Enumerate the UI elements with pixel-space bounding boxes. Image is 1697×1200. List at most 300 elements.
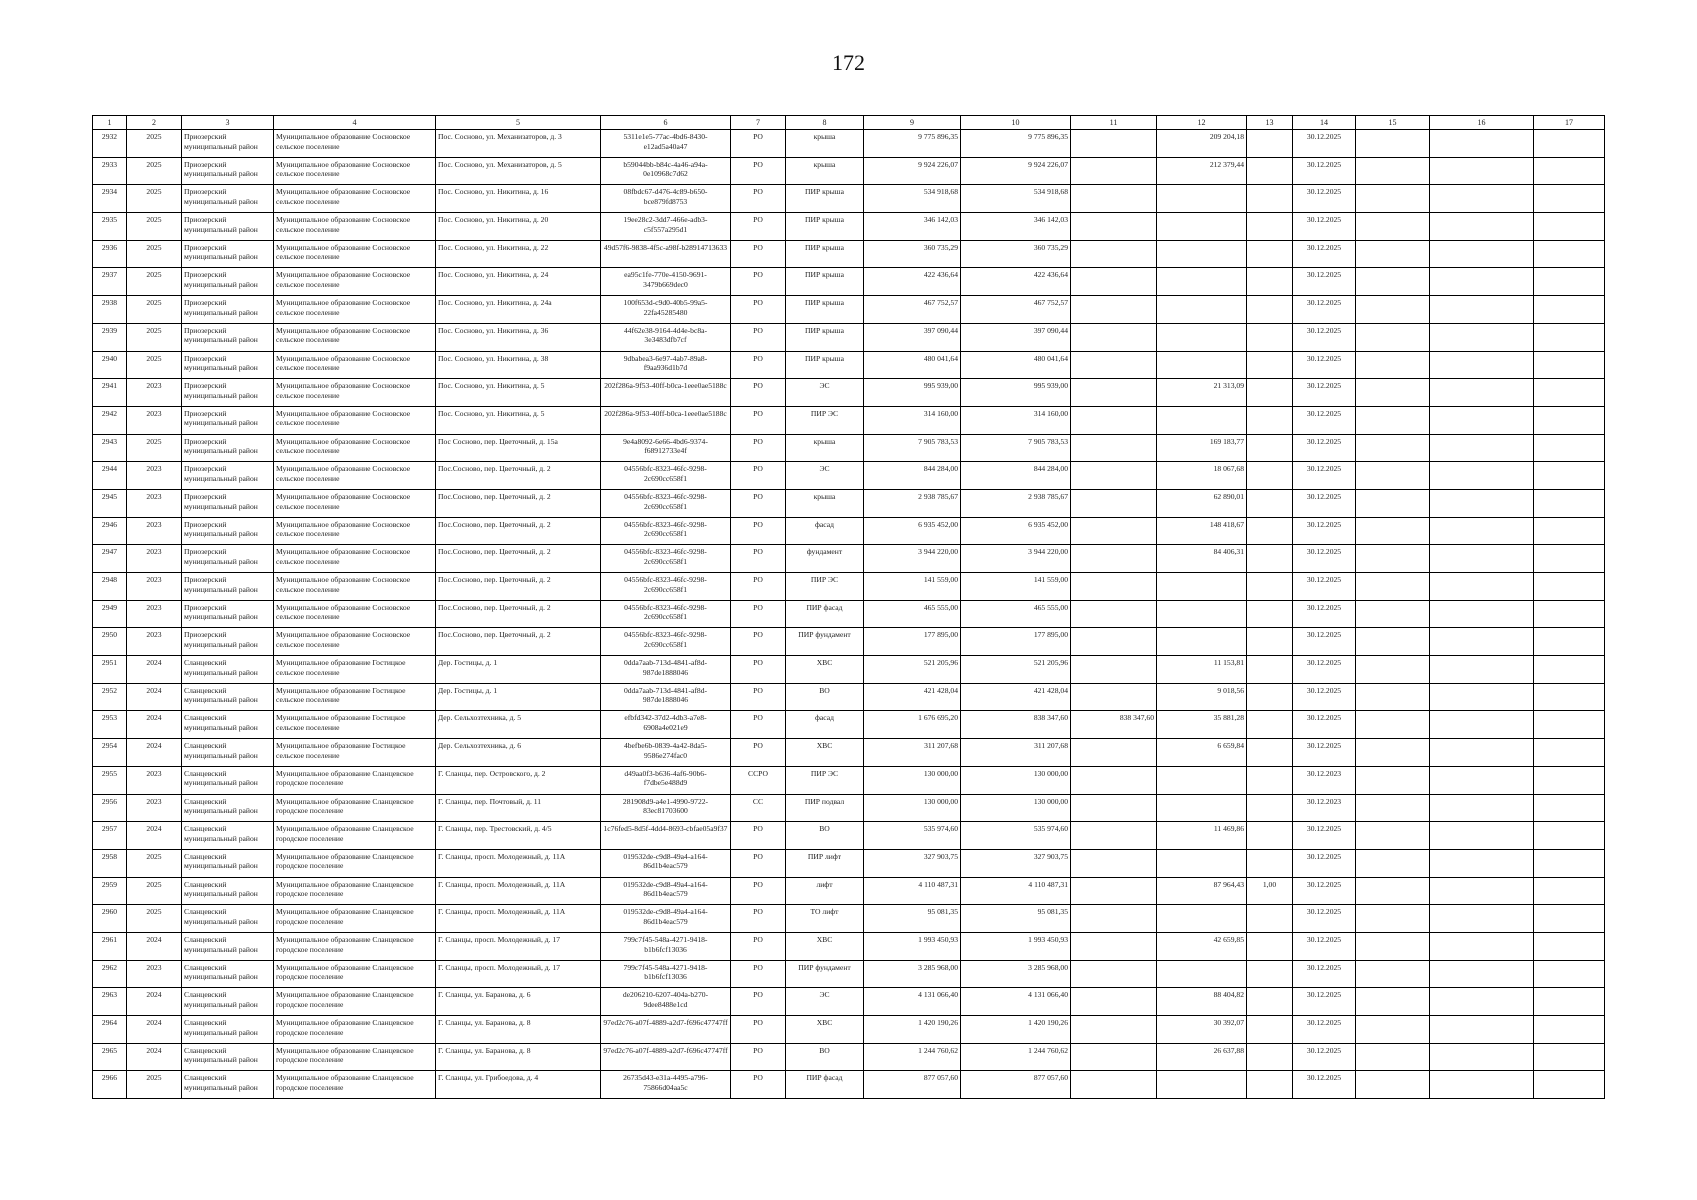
table-cell-col-1: 2940 bbox=[93, 351, 127, 379]
table-cell-col-5: Пос.Сосново, пер. Цветочный, д. 2 bbox=[436, 573, 601, 601]
column-header-3: 3 bbox=[182, 116, 274, 130]
table-cell-col-6: 9e4a8092-6e66-4bd6-9374-f68912733e4f bbox=[601, 434, 731, 462]
table-cell-col-10: 4 131 066,40 bbox=[961, 988, 1071, 1016]
page-number: 172 bbox=[832, 50, 865, 75]
table-cell-col-14: 30.12.2025 bbox=[1293, 905, 1356, 933]
table-cell-col-16 bbox=[1430, 489, 1534, 517]
table-cell-col-4: Муниципальное образование Гостицкое сельское поселение bbox=[274, 683, 436, 711]
table-cell-col-2: 2025 bbox=[127, 157, 182, 185]
table-cell-col-5: Г. Сланцы, пер. Почтовый, д. 11 bbox=[436, 794, 601, 822]
table-cell-col-17 bbox=[1534, 932, 1605, 960]
table-cell-col-2: 2024 bbox=[127, 656, 182, 684]
table-cell-col-14: 30.12.2025 bbox=[1293, 1016, 1356, 1044]
table-cell-col-14: 30.12.2025 bbox=[1293, 379, 1356, 407]
table-cell-col-10: 141 559,00 bbox=[961, 573, 1071, 601]
table-cell-col-6: 5311e1e5-77ac-4bd6-8430-e12ad5a40a47 bbox=[601, 130, 731, 158]
table-cell-col-7: РО bbox=[731, 960, 786, 988]
table-cell-col-6: 04556bfc-8323-46fc-9298-2c690cc658f1 bbox=[601, 517, 731, 545]
table-cell-col-17 bbox=[1534, 268, 1605, 296]
table-cell-col-15 bbox=[1356, 600, 1430, 628]
table-cell-col-2: 2024 bbox=[127, 683, 182, 711]
table-cell-col-11 bbox=[1071, 462, 1157, 490]
table-cell-col-8: ХВС bbox=[786, 932, 864, 960]
table-cell-col-5: Г. Сланцы, ул. Баранова, д. 8 bbox=[436, 1043, 601, 1071]
table-cell-col-8: ХВС bbox=[786, 739, 864, 767]
table-cell-col-7: СС bbox=[731, 794, 786, 822]
table-cell-col-12: 11 469,86 bbox=[1157, 822, 1247, 850]
table-row bbox=[93, 932, 1605, 960]
table-cell-col-14: 30.12.2025 bbox=[1293, 960, 1356, 988]
table-cell-col-7: РО bbox=[731, 489, 786, 517]
column-header-12: 12 bbox=[1157, 116, 1247, 130]
table-cell-col-10: 465 555,00 bbox=[961, 600, 1071, 628]
table-cell-col-6: 04556bfc-8323-46fc-9298-2c690cc658f1 bbox=[601, 462, 731, 490]
table-row bbox=[93, 711, 1605, 739]
table-cell-col-1: 2935 bbox=[93, 213, 127, 241]
table-cell-col-17 bbox=[1534, 185, 1605, 213]
table-cell-col-16 bbox=[1430, 1071, 1534, 1099]
table-cell-col-17 bbox=[1534, 157, 1605, 185]
table-cell-col-12 bbox=[1157, 296, 1247, 324]
table-cell-col-12: 9 018,56 bbox=[1157, 683, 1247, 711]
table-cell-col-5: Г. Сланцы, просп. Молодежный, д. 11А bbox=[436, 877, 601, 905]
table-cell-col-9: 327 903,75 bbox=[864, 849, 961, 877]
table-cell-col-16 bbox=[1430, 960, 1534, 988]
table-cell-col-15 bbox=[1356, 157, 1430, 185]
table-cell-col-13 bbox=[1247, 268, 1293, 296]
table-row bbox=[93, 379, 1605, 407]
table-cell-col-14: 30.12.2025 bbox=[1293, 822, 1356, 850]
table-cell-col-12 bbox=[1157, 351, 1247, 379]
table-cell-col-7: РО bbox=[731, 822, 786, 850]
table-cell-col-8: лифт bbox=[786, 877, 864, 905]
table-cell-col-8: ПИР крыша bbox=[786, 323, 864, 351]
table-header-row bbox=[93, 116, 1605, 130]
table-cell-col-1: 2949 bbox=[93, 600, 127, 628]
table-cell-col-10: 95 081,35 bbox=[961, 905, 1071, 933]
table-row bbox=[93, 351, 1605, 379]
table-cell-col-3: Приозерский муниципальный район bbox=[182, 213, 274, 241]
table-cell-col-2: 2023 bbox=[127, 489, 182, 517]
table-cell-col-7: РО bbox=[731, 905, 786, 933]
table-cell-col-15 bbox=[1356, 932, 1430, 960]
table-cell-col-11 bbox=[1071, 185, 1157, 213]
table-cell-col-1: 2962 bbox=[93, 960, 127, 988]
table-cell-col-5: Г. Сланцы, пер. Трестовский, д. 4/5 bbox=[436, 822, 601, 850]
table-cell-col-17 bbox=[1534, 545, 1605, 573]
table-cell-col-7: РО bbox=[731, 406, 786, 434]
table-cell-col-6: 0dda7aab-713d-4841-af8d-987de1888046 bbox=[601, 683, 731, 711]
table-cell-col-17 bbox=[1534, 628, 1605, 656]
table-cell-col-16 bbox=[1430, 213, 1534, 241]
table-cell-col-6: 202f286a-9f53-40ff-b0ca-1eee0ae5188c bbox=[601, 406, 731, 434]
table-cell-col-8: крыша bbox=[786, 489, 864, 517]
table-cell-col-11 bbox=[1071, 656, 1157, 684]
table-cell-col-7: РО bbox=[731, 296, 786, 324]
table-cell-col-9: 1 420 190,26 bbox=[864, 1016, 961, 1044]
table-cell-col-8: ЭС bbox=[786, 988, 864, 1016]
table-cell-col-4: Муниципальное образование Сосновское сельское поселение bbox=[274, 517, 436, 545]
table-cell-col-8: ПИР крыша bbox=[786, 268, 864, 296]
table-cell-col-2: 2024 bbox=[127, 711, 182, 739]
table-cell-col-5: Г. Сланцы, просп. Молодежный, д. 11А bbox=[436, 905, 601, 933]
table-cell-col-6: 1c76fed5-8d5f-4dd4-8693-cbfae05a9f37 bbox=[601, 822, 731, 850]
table-cell-col-16 bbox=[1430, 1016, 1534, 1044]
table-cell-col-3: Сланцевский муниципальный район bbox=[182, 960, 274, 988]
table-cell-col-17 bbox=[1534, 240, 1605, 268]
table-cell-col-13 bbox=[1247, 628, 1293, 656]
table-cell-col-3: Сланцевский муниципальный район bbox=[182, 739, 274, 767]
table-cell-col-5: Пос. Сосново, ул. Никитина, д. 16 bbox=[436, 185, 601, 213]
table-row bbox=[93, 600, 1605, 628]
table-cell-col-2: 2024 bbox=[127, 822, 182, 850]
table-cell-col-9: 397 090,44 bbox=[864, 323, 961, 351]
table-cell-col-4: Муниципальное образование Сосновское сельское поселение bbox=[274, 462, 436, 490]
table-cell-col-1: 2966 bbox=[93, 1071, 127, 1099]
table-cell-col-14: 30.12.2025 bbox=[1293, 323, 1356, 351]
table-cell-col-12 bbox=[1157, 628, 1247, 656]
table-cell-col-5: Г. Сланцы, просп. Молодежный, д. 17 bbox=[436, 932, 601, 960]
table-cell-col-16 bbox=[1430, 988, 1534, 1016]
table-cell-col-12: 62 890,01 bbox=[1157, 489, 1247, 517]
table-cell-col-17 bbox=[1534, 711, 1605, 739]
table-cell-col-13 bbox=[1247, 988, 1293, 1016]
table-cell-col-13 bbox=[1247, 1071, 1293, 1099]
table-cell-col-15 bbox=[1356, 489, 1430, 517]
table-cell-col-6: de206210-6207-404a-b270-9dee8488e1cd bbox=[601, 988, 731, 1016]
table-cell-col-2: 2023 bbox=[127, 794, 182, 822]
table-cell-col-12 bbox=[1157, 268, 1247, 296]
table-cell-col-14: 30.12.2025 bbox=[1293, 406, 1356, 434]
table-cell-col-17 bbox=[1534, 296, 1605, 324]
table-cell-col-3: Приозерский муниципальный район bbox=[182, 462, 274, 490]
column-header-4: 4 bbox=[274, 116, 436, 130]
table-cell-col-16 bbox=[1430, 545, 1534, 573]
table-cell-col-5: Г. Сланцы, ул. Баранова, д. 8 bbox=[436, 1016, 601, 1044]
table-cell-col-14: 30.12.2025 bbox=[1293, 296, 1356, 324]
table-cell-col-1: 2950 bbox=[93, 628, 127, 656]
table-cell-col-8: ПИР ЭС bbox=[786, 766, 864, 794]
table-cell-col-15 bbox=[1356, 296, 1430, 324]
table-cell-col-11 bbox=[1071, 600, 1157, 628]
column-header-14: 14 bbox=[1293, 116, 1356, 130]
table-cell-col-11 bbox=[1071, 545, 1157, 573]
table-cell-col-12: 26 637,88 bbox=[1157, 1043, 1247, 1071]
table-cell-col-6: 100f653d-c9d0-40b5-99a5-22fa45285480 bbox=[601, 296, 731, 324]
table-cell-col-13 bbox=[1247, 766, 1293, 794]
table-cell-col-10: 877 057,60 bbox=[961, 1071, 1071, 1099]
table-cell-col-12 bbox=[1157, 794, 1247, 822]
table-cell-col-5: Дер. Сельхозтехника, д. 5 bbox=[436, 711, 601, 739]
table-cell-col-2: 2023 bbox=[127, 517, 182, 545]
table-cell-col-8: ЭС bbox=[786, 379, 864, 407]
table-row bbox=[93, 1016, 1605, 1044]
table-cell-col-17 bbox=[1534, 130, 1605, 158]
table-cell-col-14: 30.12.2025 bbox=[1293, 351, 1356, 379]
table-row bbox=[93, 185, 1605, 213]
table-cell-col-1: 2946 bbox=[93, 517, 127, 545]
table-cell-col-13 bbox=[1247, 240, 1293, 268]
table-row bbox=[93, 766, 1605, 794]
table-cell-col-5: Пос. Сосново, ул. Никитина, д. 20 bbox=[436, 213, 601, 241]
table-cell-col-10: 1 993 450,93 bbox=[961, 932, 1071, 960]
column-header-9: 9 bbox=[864, 116, 961, 130]
table-cell-col-7: РО bbox=[731, 656, 786, 684]
table-cell-col-4: Муниципальное образование Сланцевское городское поселение bbox=[274, 988, 436, 1016]
table-cell-col-2: 2025 bbox=[127, 905, 182, 933]
table-cell-col-1: 2958 bbox=[93, 849, 127, 877]
table-cell-col-4: Муниципальное образование Сосновское сельское поселение bbox=[274, 185, 436, 213]
table-row bbox=[93, 517, 1605, 545]
table-cell-col-13 bbox=[1247, 656, 1293, 684]
column-header-1: 1 bbox=[93, 116, 127, 130]
table-cell-col-9: 995 939,00 bbox=[864, 379, 961, 407]
table-cell-col-3: Сланцевский муниципальный район bbox=[182, 711, 274, 739]
table-cell-col-4: Муниципальное образование Гостицкое сельское поселение bbox=[274, 711, 436, 739]
table-cell-col-12: 42 659,85 bbox=[1157, 932, 1247, 960]
table-cell-col-15 bbox=[1356, 739, 1430, 767]
table-cell-col-17 bbox=[1534, 434, 1605, 462]
table-cell-col-11 bbox=[1071, 213, 1157, 241]
table-cell-col-3: Сланцевский муниципальный район bbox=[182, 1016, 274, 1044]
table-cell-col-12: 169 183,77 bbox=[1157, 434, 1247, 462]
table-cell-col-16 bbox=[1430, 351, 1534, 379]
table-cell-col-13 bbox=[1247, 600, 1293, 628]
table-cell-col-7: РО bbox=[731, 434, 786, 462]
table-cell-col-5: Пос. Сосново, ул. Никитина, д. 36 bbox=[436, 323, 601, 351]
table-cell-col-5: Г. Сланцы, ул. Баранова, д. 6 bbox=[436, 988, 601, 1016]
table-cell-col-15 bbox=[1356, 877, 1430, 905]
table-cell-col-9: 521 205,96 bbox=[864, 656, 961, 684]
table-cell-col-16 bbox=[1430, 628, 1534, 656]
table-cell-col-1: 2941 bbox=[93, 379, 127, 407]
table-cell-col-8: ПИР крыша bbox=[786, 213, 864, 241]
table-cell-col-14: 30.12.2025 bbox=[1293, 877, 1356, 905]
table-cell-col-5: Дер. Гостицы, д. 1 bbox=[436, 656, 601, 684]
table-cell-col-7: РО bbox=[731, 1043, 786, 1071]
table-cell-col-4: Муниципальное образование Сосновское сельское поселение bbox=[274, 489, 436, 517]
table-cell-col-13 bbox=[1247, 379, 1293, 407]
table-cell-col-3: Сланцевский муниципальный район bbox=[182, 794, 274, 822]
table-cell-col-1: 2938 bbox=[93, 296, 127, 324]
table-body bbox=[93, 130, 1605, 1099]
table-cell-col-9: 95 081,35 bbox=[864, 905, 961, 933]
table-cell-col-16 bbox=[1430, 517, 1534, 545]
table-cell-col-8: ПИР лифт bbox=[786, 849, 864, 877]
table-cell-col-16 bbox=[1430, 268, 1534, 296]
table-cell-col-1: 2945 bbox=[93, 489, 127, 517]
table-cell-col-17 bbox=[1534, 988, 1605, 1016]
table-cell-col-8: ПИР ЭС bbox=[786, 406, 864, 434]
table-cell-col-11 bbox=[1071, 1071, 1157, 1099]
table-cell-col-12 bbox=[1157, 213, 1247, 241]
table-cell-col-13 bbox=[1247, 739, 1293, 767]
table-cell-col-3: Приозерский муниципальный район bbox=[182, 517, 274, 545]
table-cell-col-9: 1 244 760,62 bbox=[864, 1043, 961, 1071]
table-cell-col-4: Муниципальное образование Сосновское сельское поселение bbox=[274, 351, 436, 379]
table-cell-col-3: Сланцевский муниципальный район bbox=[182, 988, 274, 1016]
table-cell-col-11 bbox=[1071, 379, 1157, 407]
table-cell-col-10: 521 205,96 bbox=[961, 656, 1071, 684]
table-cell-col-10: 130 000,00 bbox=[961, 794, 1071, 822]
table-cell-col-11 bbox=[1071, 1043, 1157, 1071]
table-cell-col-15 bbox=[1356, 351, 1430, 379]
table-cell-col-10: 1 420 190,26 bbox=[961, 1016, 1071, 1044]
table-cell-col-5: Г. Сланцы, просп. Молодежный, д. 11А bbox=[436, 849, 601, 877]
table-cell-col-5: Дер. Сельхозтехника, д. 6 bbox=[436, 739, 601, 767]
table-cell-col-7: РО bbox=[731, 157, 786, 185]
table-cell-col-1: 2951 bbox=[93, 656, 127, 684]
table-cell-col-6: 019532de-c9d8-49a4-a164-86d1b4eac579 bbox=[601, 877, 731, 905]
table-cell-col-14: 30.12.2025 bbox=[1293, 683, 1356, 711]
table-cell-col-11 bbox=[1071, 489, 1157, 517]
table-cell-col-8: ПИР фундамент bbox=[786, 628, 864, 656]
table-cell-col-2: 2024 bbox=[127, 1016, 182, 1044]
table-cell-col-3: Приозерский муниципальный район bbox=[182, 185, 274, 213]
table-cell-col-3: Сланцевский муниципальный район bbox=[182, 905, 274, 933]
column-header-10: 10 bbox=[961, 116, 1071, 130]
table-cell-col-11 bbox=[1071, 739, 1157, 767]
table-row bbox=[93, 130, 1605, 158]
table-cell-col-11 bbox=[1071, 1016, 1157, 1044]
table-cell-col-10: 1 244 760,62 bbox=[961, 1043, 1071, 1071]
table-cell-col-1: 2944 bbox=[93, 462, 127, 490]
table-cell-col-10: 311 207,68 bbox=[961, 739, 1071, 767]
table-cell-col-7: РО bbox=[731, 1071, 786, 1099]
table-cell-col-5: Пос.Сосново, пер. Цветочный, д. 2 bbox=[436, 628, 601, 656]
table-cell-col-6: 04556bfc-8323-46fc-9298-2c690cc658f1 bbox=[601, 573, 731, 601]
table-cell-col-10: 2 938 785,67 bbox=[961, 489, 1071, 517]
table-cell-col-9: 3 285 968,00 bbox=[864, 960, 961, 988]
table-cell-col-12 bbox=[1157, 600, 1247, 628]
table-row bbox=[93, 296, 1605, 324]
table-cell-col-11 bbox=[1071, 988, 1157, 1016]
table-cell-col-1: 2960 bbox=[93, 905, 127, 933]
table-cell-col-10: 480 041,64 bbox=[961, 351, 1071, 379]
table-cell-col-14: 30.12.2025 bbox=[1293, 545, 1356, 573]
table-cell-col-14: 30.12.2025 bbox=[1293, 213, 1356, 241]
table-cell-col-8: фасад bbox=[786, 711, 864, 739]
table-cell-col-6: 799c7f45-548a-4271-9418-b1b6fcf13036 bbox=[601, 960, 731, 988]
table-row bbox=[93, 434, 1605, 462]
table-cell-col-16 bbox=[1430, 240, 1534, 268]
table-cell-col-11 bbox=[1071, 905, 1157, 933]
table-cell-col-2: 2025 bbox=[127, 130, 182, 158]
table-cell-col-11 bbox=[1071, 683, 1157, 711]
table-row bbox=[93, 905, 1605, 933]
table-cell-col-14: 30.12.2025 bbox=[1293, 489, 1356, 517]
table-cell-col-12: 148 418,67 bbox=[1157, 517, 1247, 545]
column-header-5: 5 bbox=[436, 116, 601, 130]
table-cell-col-8: ХВС bbox=[786, 1016, 864, 1044]
table-cell-col-4: Муниципальное образование Гостицкое сельское поселение bbox=[274, 739, 436, 767]
table-cell-col-12 bbox=[1157, 406, 1247, 434]
table-cell-col-15 bbox=[1356, 822, 1430, 850]
table-cell-col-16 bbox=[1430, 573, 1534, 601]
column-header-16: 16 bbox=[1430, 116, 1534, 130]
table-cell-col-1: 2952 bbox=[93, 683, 127, 711]
table-row bbox=[93, 849, 1605, 877]
table-cell-col-5: Пос.Сосново, пер. Цветочный, д. 2 bbox=[436, 545, 601, 573]
table-cell-col-10: 397 090,44 bbox=[961, 323, 1071, 351]
table-cell-col-3: Сланцевский муниципальный район bbox=[182, 766, 274, 794]
table-cell-col-2: 2025 bbox=[127, 296, 182, 324]
column-header-8: 8 bbox=[786, 116, 864, 130]
data-table bbox=[92, 115, 1605, 1099]
table-row bbox=[93, 960, 1605, 988]
table-row bbox=[93, 268, 1605, 296]
table-cell-col-2: 2025 bbox=[127, 213, 182, 241]
table-cell-col-17 bbox=[1534, 600, 1605, 628]
table-cell-col-15 bbox=[1356, 573, 1430, 601]
table-cell-col-1: 2959 bbox=[93, 877, 127, 905]
table-row bbox=[93, 683, 1605, 711]
table-cell-col-11 bbox=[1071, 932, 1157, 960]
table-cell-col-3: Приозерский муниципальный район bbox=[182, 573, 274, 601]
table-cell-col-12 bbox=[1157, 323, 1247, 351]
table-cell-col-6: 019532de-c9d8-49a4-a164-86d1b4eac579 bbox=[601, 905, 731, 933]
table-cell-col-17 bbox=[1534, 905, 1605, 933]
table-cell-col-16 bbox=[1430, 157, 1534, 185]
table-cell-col-11 bbox=[1071, 766, 1157, 794]
table-cell-col-4: Муниципальное образование Сосновское сельское поселение bbox=[274, 296, 436, 324]
table-cell-col-4: Муниципальное образование Сосновское сельское поселение bbox=[274, 628, 436, 656]
table-cell-col-2: 2023 bbox=[127, 960, 182, 988]
table-cell-col-11 bbox=[1071, 822, 1157, 850]
table-cell-col-10: 838 347,60 bbox=[961, 711, 1071, 739]
table-cell-col-9: 480 041,64 bbox=[864, 351, 961, 379]
table-cell-col-10: 346 142,03 bbox=[961, 213, 1071, 241]
table-cell-col-9: 130 000,00 bbox=[864, 766, 961, 794]
table-cell-col-17 bbox=[1534, 822, 1605, 850]
table-cell-col-6: 799c7f45-548a-4271-9418-b1b6fcf13036 bbox=[601, 932, 731, 960]
table-cell-col-1: 2947 bbox=[93, 545, 127, 573]
table-cell-col-5: Пос.Сосново, пер. Цветочный, д. 2 bbox=[436, 489, 601, 517]
table-cell-col-12: 84 406,31 bbox=[1157, 545, 1247, 573]
table-cell-col-11 bbox=[1071, 157, 1157, 185]
table-cell-col-13 bbox=[1247, 462, 1293, 490]
column-header-2: 2 bbox=[127, 116, 182, 130]
table-cell-col-10: 844 284,00 bbox=[961, 462, 1071, 490]
table-cell-col-5: Г. Сланцы, пер. Островского, д. 2 bbox=[436, 766, 601, 794]
table-cell-col-12 bbox=[1157, 766, 1247, 794]
table-cell-col-2: 2023 bbox=[127, 766, 182, 794]
table-cell-col-4: Муниципальное образование Сосновское сельское поселение bbox=[274, 157, 436, 185]
column-header-15: 15 bbox=[1356, 116, 1430, 130]
table-cell-col-15 bbox=[1356, 849, 1430, 877]
table-cell-col-14: 30.12.2025 bbox=[1293, 988, 1356, 1016]
table-cell-col-16 bbox=[1430, 1043, 1534, 1071]
column-header-11: 11 bbox=[1071, 116, 1157, 130]
table-cell-col-15 bbox=[1356, 213, 1430, 241]
table-cell-col-6: 04556bfc-8323-46fc-9298-2c690cc658f1 bbox=[601, 628, 731, 656]
table-cell-col-16 bbox=[1430, 296, 1534, 324]
table-cell-col-2: 2023 bbox=[127, 406, 182, 434]
table-cell-col-17 bbox=[1534, 656, 1605, 684]
table-cell-col-3: Сланцевский муниципальный район bbox=[182, 932, 274, 960]
table-cell-col-13 bbox=[1247, 323, 1293, 351]
table-cell-col-6: 04556bfc-8323-46fc-9298-2c690cc658f1 bbox=[601, 545, 731, 573]
table-cell-col-14: 30.12.2025 bbox=[1293, 573, 1356, 601]
table-cell-col-2: 2023 bbox=[127, 379, 182, 407]
table-row bbox=[93, 628, 1605, 656]
table-cell-col-13 bbox=[1247, 545, 1293, 573]
table-cell-col-7: РО bbox=[731, 988, 786, 1016]
table-cell-col-8: ХВС bbox=[786, 656, 864, 684]
table-cell-col-17 bbox=[1534, 1043, 1605, 1071]
table-cell-col-10: 9 775 896,35 bbox=[961, 130, 1071, 158]
table-row bbox=[93, 406, 1605, 434]
